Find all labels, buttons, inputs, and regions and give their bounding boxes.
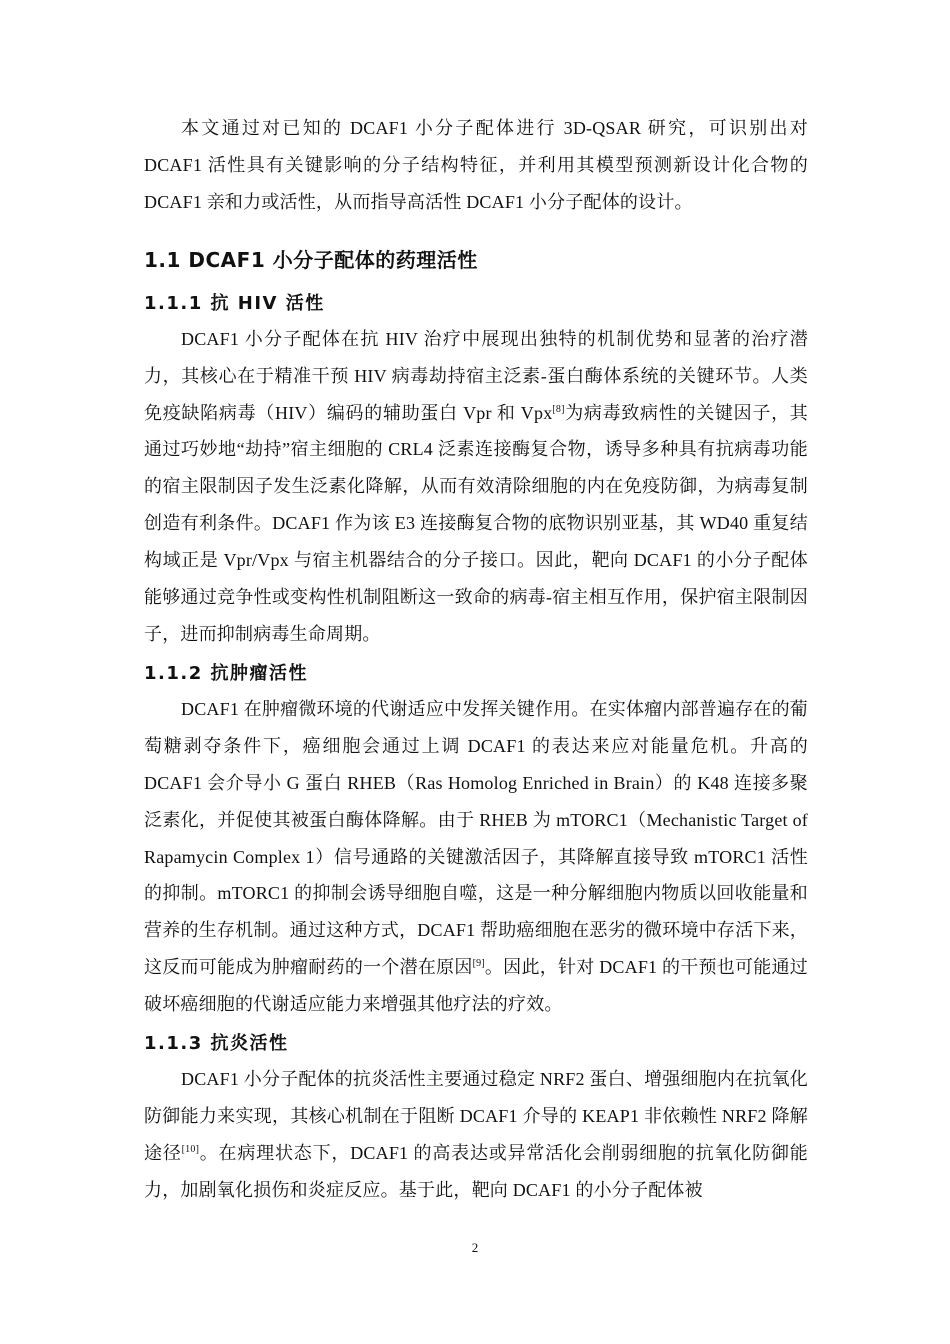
subsection-heading-anti-inflammatory: 1.1.3 抗炎活性	[144, 1033, 289, 1055]
anti-inflammatory-text-part2: 。在病理状态下，DCAF1 的高表达或异常活化会削弱细胞的抗氧化防御能力，加剧氧化损伤和炎症反应。基于此，靶向 DCAF1 的小分子配体被	[144, 1142, 809, 1200]
intro-paragraph: 本文通过对已知的 DCAF1 小分子配体进行 3D-QSAR 研究，可识别出对 DCAF1 活性具有关键影响的分子结构特征，并利用其模型预测新设计化合物的 DCAF1 亲和力或活性，从而指导高活性 DCAF1 小分子配体的设计。	[144, 118, 808, 212]
citation-10: [10]	[181, 1143, 200, 1155]
page-number: 2	[471, 1240, 479, 1255]
anti-hiv-text-part2: 为病毒致病性的关键因子，其通过巧妙地“劫持”宿主细胞的 CRL4 泛素连接酶复合物，诱导多种具有抗病毒功能的宿主限制因子发生泛素化降解，从而有效清除细胞的内在免疫防御，为病毒复制创造有利条件。DCAF1 作为该 E3 连接酶复合物的底物识别亚基，其 WD40 重复结构域正是 Vpr/Vpx 与宿主机器结合的分子接口。因此，靶向 DCAF1 的小分子配体能够通过竞争性或变构性机制阻断这一致命的病毒-宿主相互作用，保护宿主限制因子，进而抑制病毒生命周期。	[144, 402, 808, 644]
section-heading: 1.1 DCAF1 小分子配体的药理活性	[144, 247, 478, 272]
citation-8: [8]	[552, 403, 565, 415]
anti-hiv-text-part1: DCAF1 小分子配体在抗 HIV 治疗中展现出独特的机制优势和显著的治疗潜力，其核心在于精准干预 HIV 病毒劫持宿主泛素-蛋白酶体系统的关键环节。人类免疫缺陷病毒（HIV）编码的辅助蛋白 Vpr 和 Vpx	[144, 328, 808, 423]
page-body	[144, 110, 808, 1209]
anti-tumor-text-part2: 。因此，针对 DCAF1 的干预也可能通过破坏癌细胞的代谢适应能力来增强其他疗法的疗效。	[144, 957, 808, 1015]
anti-inflammatory-text-part1: DCAF1 小分子配体的抗炎活性主要通过稳定 NRF2 蛋白、增强细胞内在抗氧化防御能力来实现，其核心机制在于阻断 DCAF1 介导的 KEAP1 非依赖性 NRF2 降解途径	[144, 1069, 808, 1163]
subsection-heading-anti-hiv: 1.1.1 抗 HIV 活性	[144, 292, 325, 314]
citation-9: [9]	[472, 958, 485, 970]
anti-hiv-paragraph	[144, 321, 808, 653]
anti-tumor-paragraph	[144, 691, 808, 1023]
anti-tumor-text-part1: DCAF1 在肿瘤微环境的代谢适应中发挥关键作用。在实体瘤内部普遍存在的葡萄糖剥夺条件下，癌细胞会通过上调 DCAF1 的表达来应对能量危机。升高的 DCAF1 会介导小 G 蛋白 RHEB（Ras Homolog Enriched in Brain）的 K48 连接多聚泛素化，并促使其被蛋白酶体降解。由于 RHEB 为 mTORC1（Mechanistic Target of Rapamycin Complex 1）信号通路的关键激活因子，其降解直接导致 mTORC1 活性的抑制。mTORC1 的抑制会诱导细胞自噬，这是一种分解细胞内物质以回收能量和营养的生存机制。通过这种方式，DCAF1 帮助癌细胞在恶劣的微环境中存活下来，这反而可能成为肿瘤耐药的一个潜在原因	[144, 698, 808, 978]
subsection-heading-anti-tumor: 1.1.2 抗肿瘤活性	[144, 662, 309, 684]
anti-inflammatory-paragraph	[144, 1061, 808, 1209]
